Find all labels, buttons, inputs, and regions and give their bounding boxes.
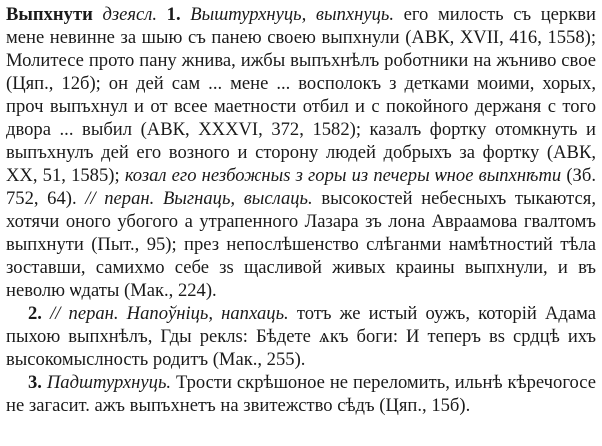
sense-quotes-2: тотъ же истый оужъ, которій Адама пыхою выпхнѣлъ, Гды реклѕ: Бѣдете ѧкъ боги: И теперъ вѕ срдцѣ ихъ высокомыслность родитъ (Мак., 255).: [6, 303, 596, 370]
sense-number-3: 3.: [28, 372, 42, 393]
sense-2-paragraph: [6, 302, 596, 371]
figurative-marker-1: // перан.: [85, 188, 155, 209]
sense-quotes-3: Трости скрѣшоное не переломить, ильнѣ кѣречогосе не загасит. ажъ выпъхнетъ на звитежство сѣдъ (Цяп., 15б).: [6, 372, 596, 416]
sense-quote-ref: (Зб. 752, 64).: [6, 165, 596, 209]
sense-gloss-3: Падштурхнуць.: [46, 372, 172, 393]
sense-quotes-1b: высокостей небесныхъ тыкаются, хотячи оного убогого а утрапенного Лазара зъ лона Авраамова гвалтомъ выпхнути (Пыт., 95); през непослѣшенство слѣганми намѣтностий тѣла зоставши, самихмо себе зѕ щасливой живых краины выпхнули, и въ неволю ѡдаты (Мак., 224).: [6, 188, 596, 301]
sense-gloss-2: Напоўніць, напхаць.: [126, 303, 289, 324]
sense-3-paragraph: [6, 371, 596, 417]
figurative-marker-2: // перан.: [50, 303, 119, 324]
sense-number-1: 1.: [166, 4, 181, 25]
sense-quotes-1a: его милость съ церкви мене невинне за шыю съ панею своею выпхнули (АВК, XVII, 416, 1558); Молитесе прото пану жнива, ижбы выпъхнѣлъ роботники на жъниво свое (Цяп., 12б); он дей сам ... мене ... восполокъ з детками моими, хорых, проч выпъхнул и от всее маетности отбил и с покойного держаня с того двора ... выбил (АВК, XXXVI, 372, 1582); казалъ фортку отомкнуть и выпъхнулъ дей его возного и сторону людей добрыхъ за фортку (АВК, XX, 51, 1585);: [6, 4, 596, 186]
grammar-label: дзеясл.: [102, 4, 158, 25]
figurative-gloss-1: Выгнаць, выслаць.: [162, 188, 313, 209]
sense-gloss-1: Выштурхнуць, выпхнуць.: [190, 4, 394, 25]
sense-1-paragraph: [6, 3, 596, 302]
sense-number-2: 2.: [28, 303, 42, 324]
headword: Выпхнути: [6, 4, 93, 25]
sense-quote-italic: козал его незбожныѕ з горы из печеры ѡное выпхнѣти: [124, 165, 562, 186]
dictionary-entry: [6, 3, 596, 417]
